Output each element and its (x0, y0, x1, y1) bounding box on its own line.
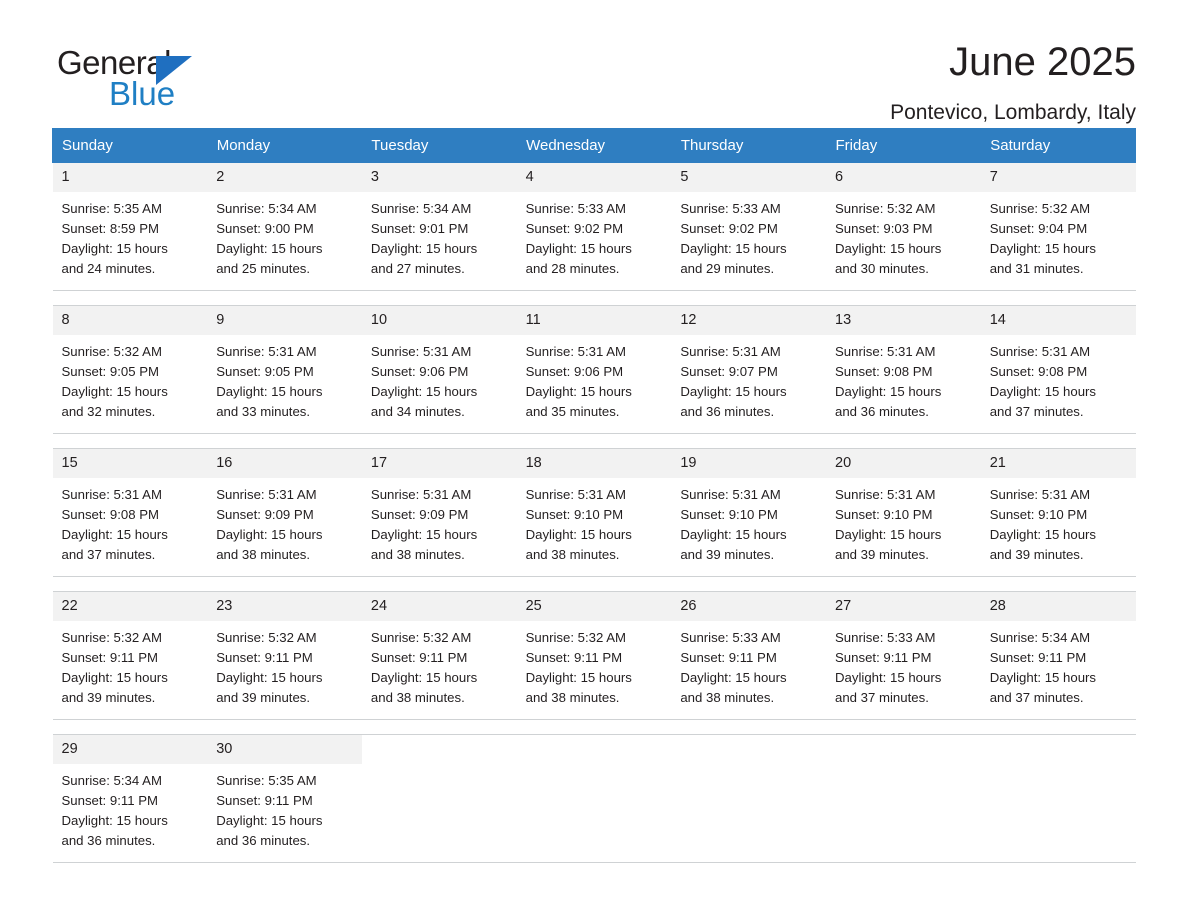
weekday-header-wednesday: Wednesday (517, 129, 672, 163)
day-info (362, 621, 517, 719)
sunrise-text: Sunrise: 5:31 AM (216, 487, 317, 502)
day-cell[interactable] (53, 735, 208, 863)
daylight-text-line1: Daylight: 15 hours (680, 527, 787, 542)
daylight-text-line1: Daylight: 15 hours (989, 241, 1097, 256)
day-cell[interactable] (517, 592, 672, 720)
day-number: 26 (671, 592, 826, 621)
day-info (981, 335, 1136, 433)
day-info (53, 192, 208, 290)
day-info (517, 335, 672, 433)
daylight-text-line1: Daylight: 15 hours (989, 384, 1097, 399)
daylight-text-line1: Daylight: 15 hours (680, 241, 787, 256)
sunset-text: Sunset: 9:09 PM (216, 507, 314, 522)
sunrise-text: Sunrise: 5:35 AM (216, 773, 317, 788)
daylight-text-line2: and 39 minutes. (835, 547, 929, 562)
week-spacer-cell (53, 291, 1136, 306)
day-cell[interactable] (362, 163, 517, 291)
day-number: 5 (671, 163, 826, 192)
sunrise-text: Sunrise: 5:33 AM (525, 201, 627, 216)
day-cell[interactable] (207, 449, 362, 577)
daylight-text-line1: Daylight: 15 hours (835, 670, 942, 685)
day-info (53, 621, 208, 719)
day-info (207, 621, 362, 719)
sunset-text: Sunset: 9:10 PM (835, 507, 933, 522)
daylight-text-line2: and 37 minutes. (989, 404, 1084, 419)
day-number: 10 (362, 306, 517, 335)
day-number: 6 (826, 163, 981, 192)
day-info (207, 192, 362, 290)
daylight-text-line2: and 37 minutes. (61, 547, 156, 562)
day-info (362, 478, 517, 576)
daylight-text-line2: and 39 minutes. (680, 547, 775, 562)
sunrise-text: Sunrise: 5:34 AM (989, 630, 1091, 645)
day-number: 19 (671, 449, 826, 478)
day-number: 16 (207, 449, 362, 478)
day-cell[interactable] (671, 306, 826, 434)
daylight-text-line1: Daylight: 15 hours (989, 527, 1097, 542)
day-number: 25 (517, 592, 672, 621)
day-number: 29 (53, 735, 208, 764)
day-info (981, 478, 1136, 576)
day-info (53, 335, 208, 433)
day-number: 13 (826, 306, 981, 335)
day-info (207, 764, 362, 862)
calendar-week-row (53, 735, 1136, 863)
day-info (981, 192, 1136, 290)
sunset-text: Sunset: 9:11 PM (61, 650, 159, 665)
day-cell-empty (362, 735, 517, 863)
day-cell[interactable] (207, 306, 362, 434)
calendar-week-row (53, 163, 1136, 291)
sunrise-text: Sunrise: 5:33 AM (680, 201, 781, 216)
day-number: 15 (53, 449, 208, 478)
sunset-text: Sunset: 9:11 PM (216, 793, 313, 808)
daylight-text-line2: and 39 minutes. (216, 690, 311, 705)
week-spacer (53, 434, 1136, 449)
sunset-text: Sunset: 9:11 PM (216, 650, 313, 665)
day-cell[interactable] (53, 592, 208, 720)
weekday-header-friday: Friday (826, 129, 981, 163)
page-header (52, 0, 1136, 124)
day-cell[interactable] (362, 306, 517, 434)
day-number: 4 (517, 163, 672, 192)
daylight-text-line2: and 38 minutes. (680, 690, 775, 705)
day-number: 2 (207, 163, 362, 192)
day-cell[interactable] (981, 592, 1136, 720)
daylight-text-line2: and 38 minutes. (216, 547, 311, 562)
daylight-text-line2: and 24 minutes. (61, 261, 156, 276)
daylight-text-line2: and 36 minutes. (61, 833, 156, 848)
day-cell[interactable] (671, 449, 826, 577)
day-cell[interactable] (981, 449, 1136, 577)
week-spacer-cell (53, 720, 1136, 735)
day-cell[interactable] (53, 163, 208, 291)
logo-text-general: General (57, 44, 171, 81)
day-number: 7 (981, 163, 1136, 192)
day-info (517, 621, 672, 719)
day-cell[interactable] (981, 306, 1136, 434)
daylight-text-line1: Daylight: 15 hours (61, 384, 168, 399)
day-cell[interactable] (207, 735, 362, 863)
sunrise-text: Sunrise: 5:31 AM (370, 344, 472, 359)
day-cell-empty (826, 735, 981, 863)
daylight-text-line1: Daylight: 15 hours (835, 241, 942, 256)
sunrise-text: Sunrise: 5:32 AM (989, 201, 1091, 216)
daylight-text-line1: Daylight: 15 hours (370, 241, 478, 256)
sunrise-text: Sunrise: 5:34 AM (61, 773, 162, 788)
daylight-text-line1: Daylight: 15 hours (525, 384, 632, 399)
day-info (517, 478, 672, 576)
day-number: 24 (362, 592, 517, 621)
location-subtitle: Pontevico, Lombardy, Italy (890, 101, 1136, 124)
sunrise-text: Sunrise: 5:31 AM (835, 344, 936, 359)
logo-triangle-icon (156, 56, 192, 85)
day-cell-empty (517, 735, 672, 863)
day-info (207, 335, 362, 433)
sun-calendar-table (52, 128, 1136, 863)
weekday-header-tuesday: Tuesday (362, 129, 517, 163)
day-cell[interactable] (671, 163, 826, 291)
day-number: 27 (826, 592, 981, 621)
daylight-text-line2: and 36 minutes. (680, 404, 775, 419)
daylight-text-line2: and 28 minutes. (525, 261, 620, 276)
weekday-header-thursday: Thursday (671, 129, 826, 163)
day-cell[interactable] (517, 163, 672, 291)
daylight-text-line1: Daylight: 15 hours (216, 670, 323, 685)
day-cell[interactable] (362, 449, 517, 577)
day-number: 17 (362, 449, 517, 478)
daylight-text-line2: and 27 minutes. (370, 261, 465, 276)
sunrise-text: Sunrise: 5:31 AM (989, 344, 1091, 359)
sunrise-text: Sunrise: 5:32 AM (61, 344, 162, 359)
week-spacer-cell (53, 577, 1136, 592)
sunset-text: Sunset: 9:01 PM (370, 221, 469, 236)
sunrise-text: Sunrise: 5:32 AM (835, 201, 936, 216)
sunset-text: Sunset: 9:05 PM (61, 364, 159, 379)
daylight-text-line1: Daylight: 15 hours (370, 384, 478, 399)
weekday-header-monday: Monday (207, 129, 362, 163)
day-number: 3 (362, 163, 517, 192)
general-blue-logo (57, 46, 267, 114)
day-cell[interactable] (826, 592, 981, 720)
daylight-text-line2: and 35 minutes. (525, 404, 620, 419)
day-info (53, 764, 208, 862)
sunrise-text: Sunrise: 5:31 AM (370, 487, 472, 502)
daylight-text-line1: Daylight: 15 hours (61, 241, 168, 256)
day-info (671, 192, 826, 290)
day-number: 28 (981, 592, 1136, 621)
day-info (826, 478, 981, 576)
week-spacer (53, 720, 1136, 735)
day-cell[interactable] (826, 306, 981, 434)
day-cell[interactable] (53, 306, 208, 434)
daylight-text-line1: Daylight: 15 hours (61, 670, 168, 685)
daylight-text-line2: and 29 minutes. (680, 261, 775, 276)
daylight-text-line1: Daylight: 15 hours (61, 813, 168, 828)
daylight-text-line1: Daylight: 15 hours (525, 241, 632, 256)
sunset-text: Sunset: 9:02 PM (525, 221, 624, 236)
daylight-text-line1: Daylight: 15 hours (989, 670, 1097, 685)
day-cell[interactable] (981, 163, 1136, 291)
sunrise-text: Sunrise: 5:35 AM (61, 201, 162, 216)
day-cell-empty (671, 735, 826, 863)
day-info (362, 192, 517, 290)
day-cell[interactable] (671, 592, 826, 720)
sunrise-text: Sunrise: 5:31 AM (525, 344, 627, 359)
day-number: 11 (517, 306, 672, 335)
sunset-text: Sunset: 9:11 PM (680, 650, 777, 665)
sunrise-text: Sunrise: 5:32 AM (216, 630, 317, 645)
day-info (826, 621, 981, 719)
day-cell[interactable] (207, 592, 362, 720)
daylight-text-line2: and 38 minutes. (525, 690, 620, 705)
day-number: 21 (981, 449, 1136, 478)
day-info (981, 621, 1136, 719)
daylight-text-line2: and 34 minutes. (370, 404, 465, 419)
sunrise-text: Sunrise: 5:31 AM (835, 487, 936, 502)
daylight-text-line1: Daylight: 15 hours (61, 527, 168, 542)
day-number: 14 (981, 306, 1136, 335)
sunset-text: Sunset: 9:07 PM (680, 364, 778, 379)
sunrise-text: Sunrise: 5:33 AM (835, 630, 936, 645)
sunset-text: Sunset: 9:06 PM (370, 364, 469, 379)
daylight-text-line2: and 33 minutes. (216, 404, 311, 419)
daylight-text-line2: and 25 minutes. (216, 261, 311, 276)
daylight-text-line2: and 39 minutes. (989, 547, 1084, 562)
daylight-text-line2: and 38 minutes. (370, 690, 465, 705)
daylight-text-line2: and 36 minutes. (835, 404, 929, 419)
day-number: 22 (53, 592, 208, 621)
day-info (671, 478, 826, 576)
day-number: 23 (207, 592, 362, 621)
day-cell[interactable] (207, 163, 362, 291)
daylight-text-line2: and 30 minutes. (835, 261, 929, 276)
sunset-text: Sunset: 8:59 PM (61, 221, 159, 236)
daylight-text-line2: and 37 minutes. (989, 690, 1084, 705)
sunset-text: Sunset: 9:05 PM (216, 364, 314, 379)
day-info (53, 478, 208, 576)
day-info (671, 621, 826, 719)
sunrise-text: Sunrise: 5:34 AM (216, 201, 317, 216)
sunrise-text: Sunrise: 5:31 AM (680, 344, 781, 359)
day-cell[interactable] (826, 449, 981, 577)
sunset-text: Sunset: 9:11 PM (525, 650, 623, 665)
daylight-text-line1: Daylight: 15 hours (370, 527, 478, 542)
day-cell[interactable] (517, 449, 672, 577)
weekday-header-sunday: Sunday (53, 129, 208, 163)
day-info (517, 192, 672, 290)
daylight-text-line2: and 36 minutes. (216, 833, 311, 848)
day-info (671, 335, 826, 433)
daylight-text-line1: Daylight: 15 hours (525, 670, 632, 685)
daylight-text-line1: Daylight: 15 hours (216, 813, 323, 828)
week-spacer-cell (53, 434, 1136, 449)
daylight-text-line2: and 31 minutes. (989, 261, 1084, 276)
sunrise-text: Sunrise: 5:34 AM (370, 201, 472, 216)
day-info (826, 192, 981, 290)
sunset-text: Sunset: 9:06 PM (525, 364, 624, 379)
daylight-text-line1: Daylight: 15 hours (680, 670, 787, 685)
sunset-text: Sunset: 9:04 PM (989, 221, 1088, 236)
calendar-week-row (53, 449, 1136, 577)
sunset-text: Sunset: 9:10 PM (525, 507, 624, 522)
sunrise-text: Sunrise: 5:31 AM (989, 487, 1091, 502)
sunset-text: Sunset: 9:10 PM (989, 507, 1088, 522)
day-cell[interactable] (362, 592, 517, 720)
sunset-text: Sunset: 9:10 PM (680, 507, 778, 522)
day-number: 12 (671, 306, 826, 335)
sunset-text: Sunset: 9:11 PM (835, 650, 932, 665)
sunrise-text: Sunrise: 5:31 AM (216, 344, 317, 359)
sunrise-text: Sunrise: 5:33 AM (680, 630, 781, 645)
day-cell-empty (981, 735, 1136, 863)
daylight-text-line1: Daylight: 15 hours (216, 384, 323, 399)
sunset-text: Sunset: 9:11 PM (370, 650, 468, 665)
week-spacer (53, 577, 1136, 592)
day-cell[interactable] (53, 449, 208, 577)
daylight-text-line2: and 39 minutes. (61, 690, 156, 705)
sunset-text: Sunset: 9:02 PM (680, 221, 778, 236)
day-info (362, 335, 517, 433)
day-number: 20 (826, 449, 981, 478)
day-number: 18 (517, 449, 672, 478)
logo-text-blue: Blue (109, 75, 176, 112)
sunrise-text: Sunrise: 5:32 AM (370, 630, 472, 645)
sunrise-text: Sunrise: 5:31 AM (680, 487, 781, 502)
sunrise-text: Sunrise: 5:31 AM (525, 487, 627, 502)
daylight-text-line1: Daylight: 15 hours (216, 527, 323, 542)
day-cell[interactable] (517, 306, 672, 434)
daylight-text-line2: and 38 minutes. (370, 547, 465, 562)
day-number: 9 (207, 306, 362, 335)
sunset-text: Sunset: 9:11 PM (989, 650, 1087, 665)
sunrise-text: Sunrise: 5:32 AM (61, 630, 162, 645)
sunset-text: Sunset: 9:11 PM (61, 793, 159, 808)
calendar-week-row (53, 306, 1136, 434)
daylight-text-line2: and 37 minutes. (835, 690, 929, 705)
sunset-text: Sunset: 9:00 PM (216, 221, 314, 236)
sunrise-text: Sunrise: 5:32 AM (525, 630, 627, 645)
daylight-text-line1: Daylight: 15 hours (835, 384, 942, 399)
day-cell[interactable] (826, 163, 981, 291)
sunrise-text: Sunrise: 5:31 AM (61, 487, 162, 502)
calendar-week-row (53, 592, 1136, 720)
daylight-text-line1: Daylight: 15 hours (216, 241, 323, 256)
day-info (826, 335, 981, 433)
weekday-header-saturday: Saturday (981, 129, 1136, 163)
weekday-header-row (53, 129, 1136, 163)
title-block (890, 38, 1136, 128)
day-info (207, 478, 362, 576)
daylight-text-line1: Daylight: 15 hours (370, 670, 478, 685)
day-number: 30 (207, 735, 362, 764)
daylight-text-line1: Daylight: 15 hours (525, 527, 632, 542)
sunset-text: Sunset: 9:09 PM (370, 507, 469, 522)
sunset-text: Sunset: 9:08 PM (989, 364, 1088, 379)
sunset-text: Sunset: 9:08 PM (835, 364, 933, 379)
sunset-text: Sunset: 9:08 PM (61, 507, 159, 522)
daylight-text-line2: and 32 minutes. (61, 404, 156, 419)
daylight-text-line2: and 38 minutes. (525, 547, 620, 562)
day-number: 8 (53, 306, 208, 335)
page-title: June 2025 (949, 40, 1136, 84)
daylight-text-line1: Daylight: 15 hours (680, 384, 787, 399)
week-spacer (53, 291, 1136, 306)
daylight-text-line1: Daylight: 15 hours (835, 527, 942, 542)
day-number: 1 (53, 163, 208, 192)
sunset-text: Sunset: 9:03 PM (835, 221, 933, 236)
